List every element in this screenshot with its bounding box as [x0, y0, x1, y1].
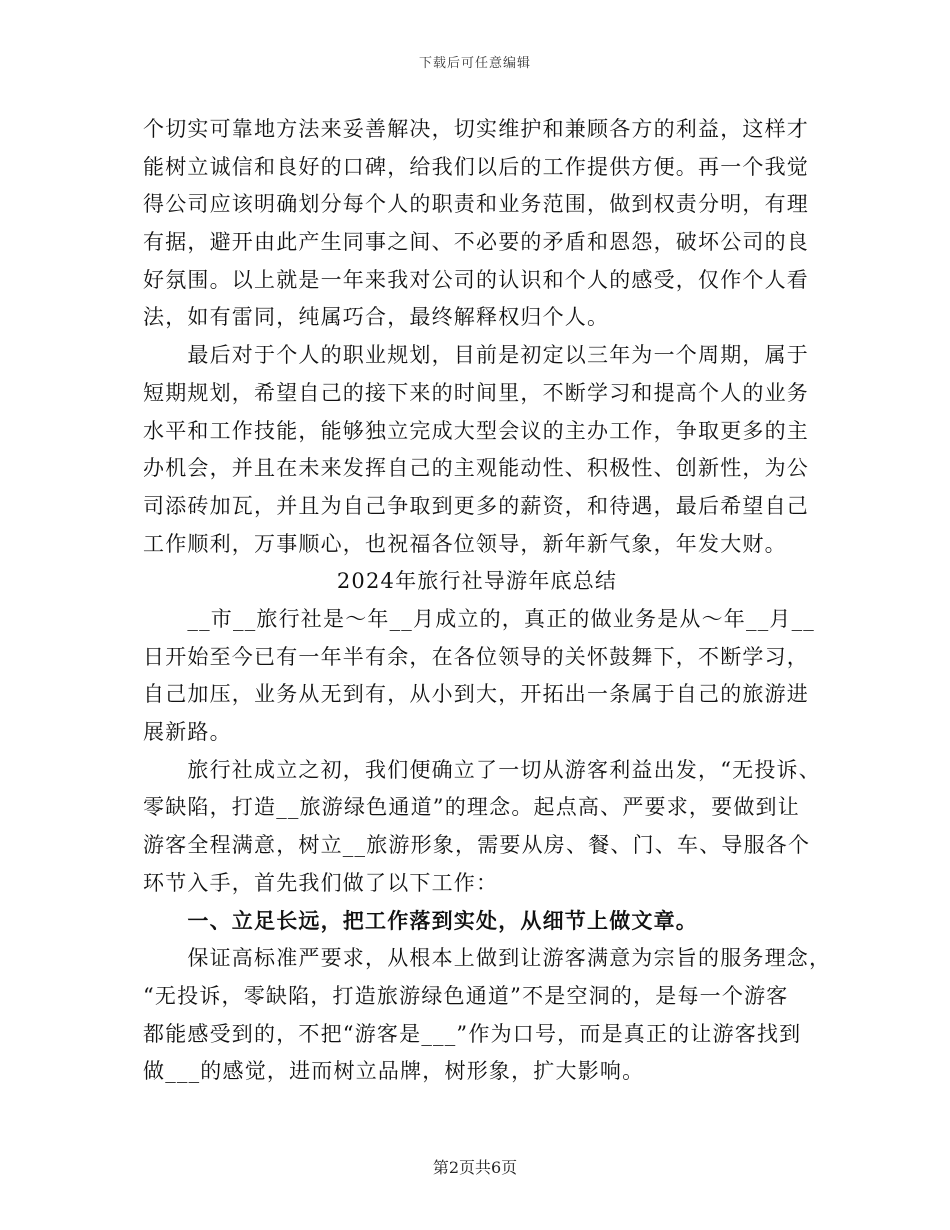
paragraph-line: 做___的感觉，进而树立品牌，树形象，扩大影响。 — [143, 1059, 645, 1084]
paragraph-line: 短期规划，希望自己的接下来的时间里，不断学习和提高个人的业务 — [143, 380, 809, 405]
paragraph-line: 有据，避开由此产生同事之间、不必要的矛盾和恩怨，破坏公司的良 — [143, 230, 809, 255]
paragraph-line: 都能感受到的，不把“游客是___”作为口号，而是真正的让游客找到 — [143, 1021, 802, 1046]
page-header: 下载后可任意编辑 — [418, 56, 531, 71]
paragraph-line: 水平和工作技能，能够独立完成大型会议的主办工作，争取更多的主 — [143, 418, 809, 443]
paragraph-line: 得公司应该明确划分每个人的职责和业务范围，做到权责分明，有理 — [143, 192, 809, 217]
paragraph-line: 零缺陷，打造__旅游绿色通道”的理念。起点高、严要求，要做到让 — [143, 795, 800, 820]
paragraph-line: 展新路。 — [143, 720, 232, 744]
paragraph-line: 个切实可靠地方法来妥善解决，切实维护和兼顾各方的利益，这样才 — [143, 117, 809, 141]
paragraph-line: 最后对于个人的职业规划，目前是初定以三年为一个周期，属于 — [143, 343, 809, 368]
section-title: 2024年旅行社导游年底总结 — [336, 569, 618, 594]
document-body — [143, 111, 832, 1091]
section-heading: 一、立足长远，把工作落到实处，从细节上做文章。 — [143, 908, 698, 934]
paragraph-line: 办机会，并且在未来发挥自己的主观能动性、积极性、创新性，为公 — [143, 456, 809, 481]
paragraph-line: 日开始至今已有一年半有余，在各位领导的关怀鼓舞下，不断学习， — [143, 644, 809, 669]
paragraph-line: 游客全程满意，树立__旅游形象，需要从房、餐、门、车、导服各个 — [143, 833, 811, 858]
paragraph-line: 环节入手，首先我们做了以下工作： — [143, 870, 499, 895]
paragraph-line: 好氛围。以上就是一年来我对公司的认识和个人的感受，仅作个人看 — [143, 267, 809, 292]
paragraph-line: 司添砖加瓦，并且为自己争取到更多的薪资，和待遇，最后希望自己 — [143, 493, 809, 518]
paragraph-line: 保证高标准严要求，从根本上做到让游客满意为宗旨的服务理念， — [143, 946, 832, 971]
page-footer: 第2页共6页 — [432, 1158, 518, 1177]
paragraph-line: “无投诉，零缺陷，打造旅游绿色通道”不是空洞的，是每一个游客 — [143, 983, 789, 1008]
paragraph-line: 能树立诚信和良好的口碑，给我们以后的工作提供方便。再一个我觉 — [143, 154, 809, 179]
paragraph-line: 工作顺利，万事顺心，也祝福各位领导，新年新气象，年发大财。 — [143, 531, 787, 556]
paragraph-line: 自己加压，业务从无到有，从小到大，开拓出一条属于自己的旅游进 — [143, 682, 809, 707]
paragraph-line: 法，如有雷同，纯属巧合，最终解释权归个人。 — [143, 305, 610, 330]
paragraph-line: __市__旅行社是～年__月成立的，真正的做业务是从～年__月__ — [143, 606, 815, 631]
paragraph-line: 旅行社成立之初，我们便确立了一切从游客利益出发，“无投诉、 — [143, 757, 821, 782]
